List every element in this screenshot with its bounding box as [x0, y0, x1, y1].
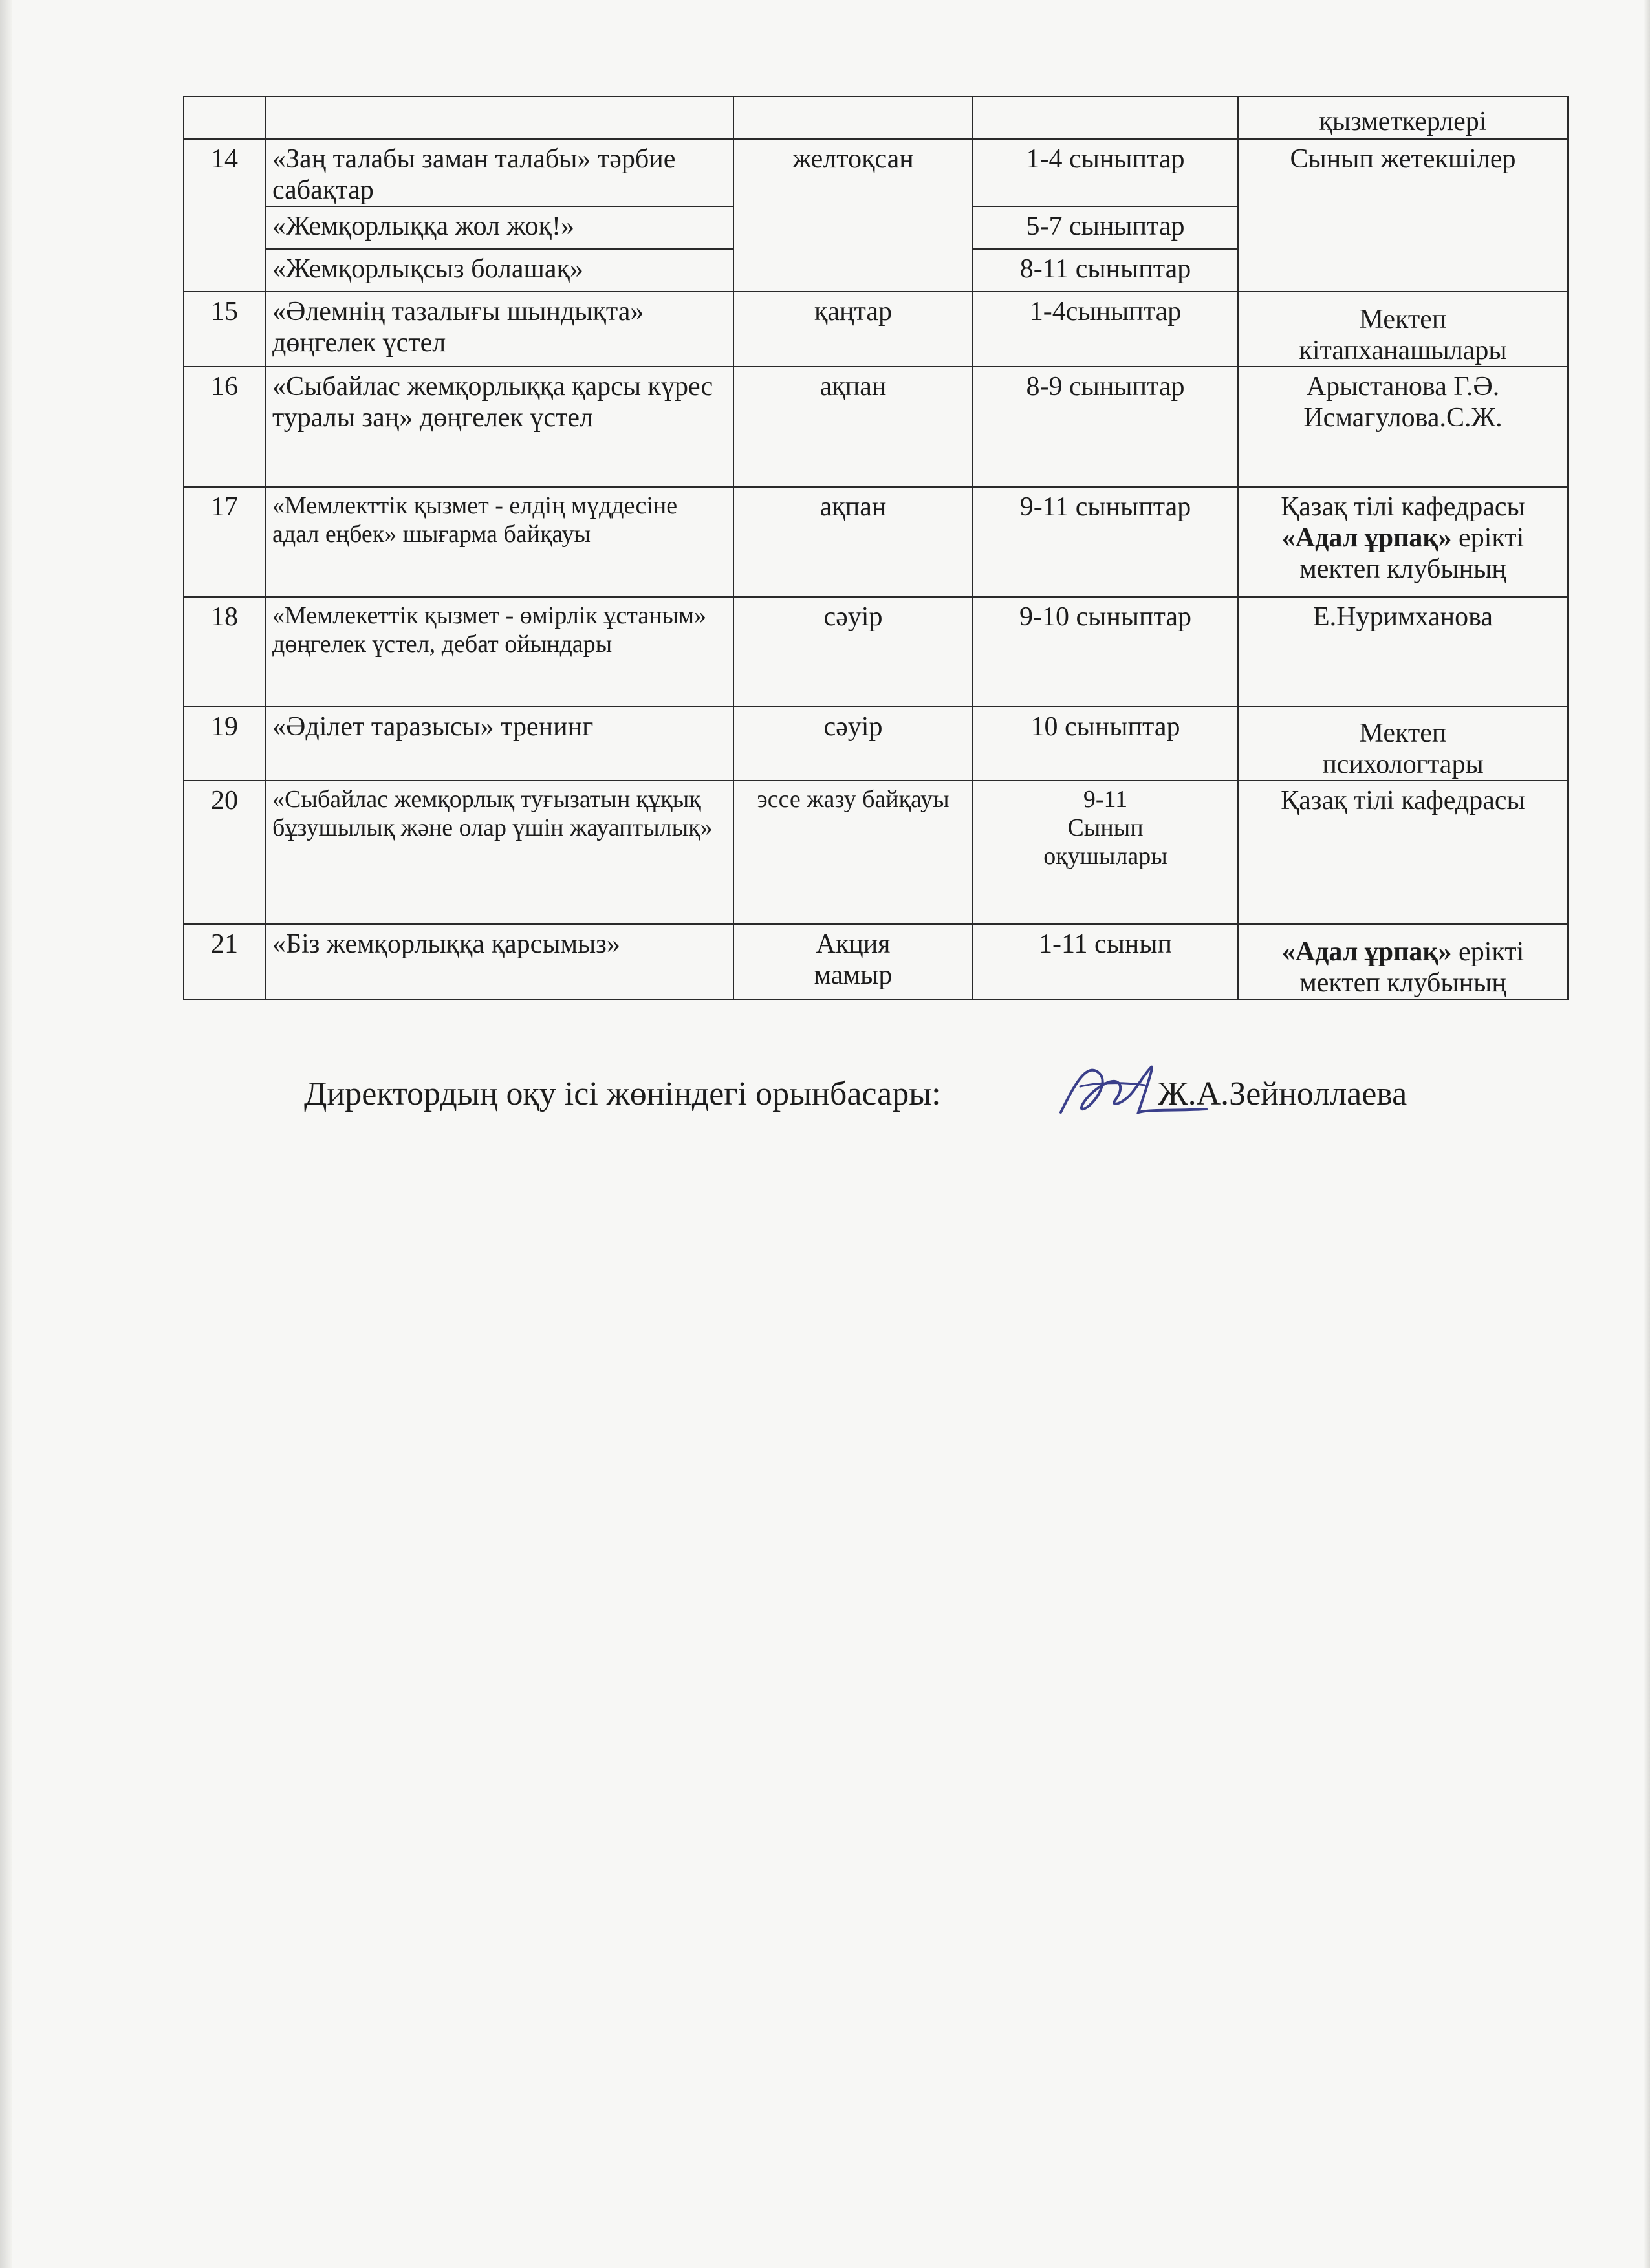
events-plan-table: [183, 96, 1569, 1000]
event-classes: 9-10 сыныптар: [973, 597, 1238, 707]
event-responsible: [1238, 487, 1568, 597]
event-date: қаңтар: [733, 292, 973, 367]
event-classes: 8-9 сыныптар: [973, 367, 1238, 487]
responsible-line: Е.Нуримханова: [1312, 602, 1493, 632]
row-number: 15: [184, 292, 265, 367]
event-date: ақпан: [733, 367, 973, 487]
responsible-line: Сынып жетекшілер: [1290, 144, 1516, 174]
event-classes: 1-11 сынып: [973, 924, 1238, 999]
event-date: [733, 924, 973, 999]
signature-block: [304, 1048, 1572, 1132]
responsible-line: психологтары: [1322, 750, 1484, 779]
club-suffix: ерікті: [1451, 523, 1525, 553]
event-title: «Жемқорлықсыз болашақ»: [265, 249, 733, 292]
responsible-line: Мектеп: [1359, 718, 1447, 748]
club-name: «Адал ұрпақ»: [1281, 937, 1452, 967]
event-date: [733, 96, 973, 139]
event-responsible: [1238, 139, 1568, 292]
club-name: «Адал ұрпақ»: [1281, 523, 1452, 553]
responsible-line: Мектеп: [1359, 305, 1447, 334]
event-title: «Әлемнің тазалығы шындықта» дөңгелек үстел: [265, 292, 733, 367]
row-number: 14: [184, 139, 265, 292]
event-responsible: [1238, 781, 1568, 924]
event-classes: [973, 781, 1238, 924]
date-line: Акция: [816, 929, 891, 959]
event-title: «Біз жемқорлыққа қарсымыз»: [265, 924, 733, 999]
event-classes: 8-11 сыныптар: [973, 249, 1238, 292]
table-row: [184, 924, 1568, 999]
event-classes: 1-4сыныптар: [973, 292, 1238, 367]
event-responsible: [1238, 96, 1568, 139]
responsible-line: [1245, 936, 1561, 967]
classes-line: оқушылары: [1043, 843, 1167, 870]
responsible-line: мектеп клубының: [1299, 554, 1506, 584]
event-responsible: [1238, 924, 1568, 999]
row-number: 18: [184, 597, 265, 707]
event-responsible: [1238, 597, 1568, 707]
responsible-line: Арыстанова Г.Ә.: [1306, 372, 1500, 402]
row-number: 20: [184, 781, 265, 924]
event-title: «Мемлекеттік қызмет - өмірлік ұстаным» дөңгелек үстел, дебат ойындары: [265, 597, 733, 707]
responsible-line: Қазақ тілі кафедрасы: [1281, 492, 1525, 522]
event-responsible: [1238, 292, 1568, 367]
event-date: сәуір: [733, 707, 973, 781]
table-row: [184, 96, 1568, 139]
event-title: «Сыбайлас жемқорлық туғызатын құқық бұзушылық және олар үшін жауаптылық»: [265, 781, 733, 924]
row-number: 19: [184, 707, 265, 781]
table-row: [184, 487, 1568, 597]
event-classes: [973, 96, 1238, 139]
event-date: сәуір: [733, 597, 973, 707]
event-classes: 1-4 сыныптар: [973, 139, 1238, 206]
event-date: ақпан: [733, 487, 973, 597]
responsible-line: Қазақ тілі кафедрасы: [1281, 786, 1525, 815]
responsible-line: [1245, 523, 1561, 554]
table-row: [184, 367, 1568, 487]
deputy-director-title: Директордың оқу ісі жөніндегі орынбасары:: [304, 1075, 941, 1112]
responsible-line: мектеп клубының: [1299, 968, 1506, 998]
event-title: «Заң талабы заман талабы» тәрбие сабақтар: [265, 139, 733, 206]
table-row: [184, 597, 1568, 707]
event-classes: 5-7 сыныптар: [973, 206, 1238, 249]
event-responsible: [1238, 367, 1568, 487]
responsible-line: қызметкерлері: [1319, 107, 1487, 136]
responsible-line: Исмагулова.С.Ж.: [1303, 403, 1503, 433]
date-line: мамыр: [814, 960, 893, 990]
event-title: «Сыбайлас жемқорлыққа қарсы күрес туралы заң» дөңгелек үстел: [265, 367, 733, 487]
event-title: «Мемлекттік қызмет - елдің мүддесіне адал еңбек» шығарма байқауы: [265, 487, 733, 597]
scan-right-edge: [1644, 0, 1650, 2268]
event-classes: 10 сыныптар: [973, 707, 1238, 781]
table-row: [184, 292, 1568, 367]
event-title: [265, 96, 733, 139]
event-title: «Әділет таразысы» тренинг: [265, 707, 733, 781]
scan-left-edge: [0, 0, 12, 2268]
event-classes: 9-11 сыныптар: [973, 487, 1238, 597]
table-row: [184, 707, 1568, 781]
event-responsible: [1238, 707, 1568, 781]
row-number: [184, 96, 265, 139]
club-suffix: ерікті: [1451, 937, 1525, 967]
responsible-line: кітапханашылары: [1299, 336, 1507, 365]
deputy-director-name: Ж.А.Зейноллаева: [1158, 1075, 1407, 1112]
event-date: эссе жазу байқауы: [733, 781, 973, 924]
classes-line: 9-11: [1083, 786, 1128, 813]
row-number: 21: [184, 924, 265, 999]
classes-line: Сынып: [1067, 814, 1144, 841]
row-number: 17: [184, 487, 265, 597]
table-row: [184, 139, 1568, 206]
row-number: 16: [184, 367, 265, 487]
event-title: «Жемқорлыққа жол жоқ!»: [265, 206, 733, 249]
table-row: [184, 781, 1568, 924]
event-date: желтоқсан: [733, 139, 973, 292]
